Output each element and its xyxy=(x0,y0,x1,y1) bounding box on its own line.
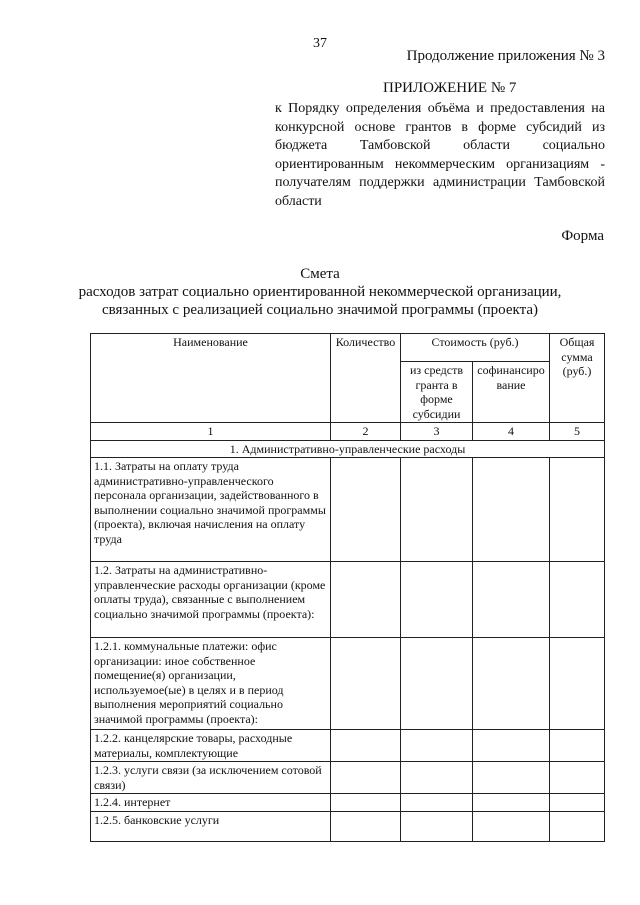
grant-cost-cell[interactable] xyxy=(401,730,473,762)
section-heading: 1. Административно-управленческие расходы xyxy=(91,440,605,458)
estimate-table xyxy=(90,333,605,842)
grant-cost-cell[interactable] xyxy=(401,638,473,730)
grant-cost-cell[interactable] xyxy=(401,458,473,562)
quantity-cell[interactable] xyxy=(331,458,401,562)
quantity-cell[interactable] xyxy=(331,638,401,730)
table-row xyxy=(91,458,605,562)
header-name: Наименование xyxy=(91,334,331,423)
form-label: Форма xyxy=(561,228,604,244)
total-cell[interactable] xyxy=(550,762,605,794)
column-number: 5 xyxy=(550,423,605,441)
estimate-subtitle xyxy=(0,283,640,319)
header-cost-cofinancing: софинансиро вание xyxy=(473,362,550,423)
quantity-cell[interactable] xyxy=(331,562,401,638)
cofinancing-cell[interactable] xyxy=(473,458,550,562)
grant-cost-cell[interactable] xyxy=(401,794,473,812)
appendix-title: ПРИЛОЖЕНИЕ № 7 xyxy=(383,80,517,96)
column-number-row xyxy=(91,423,605,441)
quantity-cell[interactable] xyxy=(331,730,401,762)
column-number: 3 xyxy=(401,423,473,441)
grant-cost-cell[interactable] xyxy=(401,762,473,794)
column-number: 2 xyxy=(331,423,401,441)
continuation-note: Продолжение приложения № 3 xyxy=(406,48,605,64)
total-cell[interactable] xyxy=(550,458,605,562)
row-name: 1.2.2. канцелярские товары, расходные материалы, комплектующие xyxy=(91,730,331,762)
column-number: 4 xyxy=(473,423,550,441)
header-cost: Стоимость (руб.) xyxy=(401,334,550,362)
row-name: 1.2.5. банковские услуги xyxy=(91,812,331,842)
table-row xyxy=(91,638,605,730)
header-quantity: Количество xyxy=(331,334,401,423)
total-cell[interactable] xyxy=(550,812,605,842)
grant-cost-cell[interactable] xyxy=(401,812,473,842)
header-total: Общая сумма (руб.) xyxy=(550,334,605,423)
table-row xyxy=(91,762,605,794)
column-number: 1 xyxy=(91,423,331,441)
cofinancing-cell[interactable] xyxy=(473,730,550,762)
estimate-title: Смета xyxy=(300,266,340,282)
cofinancing-cell[interactable] xyxy=(473,794,550,812)
cofinancing-cell[interactable] xyxy=(473,812,550,842)
quantity-cell[interactable] xyxy=(331,762,401,794)
row-name: 1.2. Затраты на административно-управленческие расходы организации (кроме оплаты труда), связанные с выполнением социально значимой программы (проекта): xyxy=(91,562,331,638)
total-cell[interactable] xyxy=(550,562,605,638)
row-name: 1.2.3. услуги связи (за исключением сотовой связи) xyxy=(91,762,331,794)
table-row xyxy=(91,562,605,638)
cofinancing-cell[interactable] xyxy=(473,562,550,638)
total-cell[interactable] xyxy=(550,638,605,730)
estimate-subtitle-line1: расходов затрат социально ориентированной некоммерческой организации, xyxy=(78,284,562,300)
page-number: 37 xyxy=(313,36,327,51)
estimate-subtitle-line2: связанных с реализацией социально значимой программы (проекта) xyxy=(102,302,538,318)
header-cost-grant: из средств гранта в форме субсидии xyxy=(401,362,473,423)
row-name: 1.2.4. интернет xyxy=(91,794,331,812)
table-row xyxy=(91,794,605,812)
table-row xyxy=(91,812,605,842)
table-row xyxy=(91,730,605,762)
cofinancing-cell[interactable] xyxy=(473,638,550,730)
total-cell[interactable] xyxy=(550,794,605,812)
total-cell[interactable] xyxy=(550,730,605,762)
cofinancing-cell[interactable] xyxy=(473,762,550,794)
row-name: 1.1. Затраты на оплату труда административно-управленческого персонала организации, задействованного в выполнении социально значимой программы (проекта), включая начисления на оплату труда xyxy=(91,458,331,562)
section-row xyxy=(91,440,605,458)
quantity-cell[interactable] xyxy=(331,794,401,812)
quantity-cell[interactable] xyxy=(331,812,401,842)
row-name: 1.2.1. коммунальные платежи: офис организации: иное собственное помещение(я) организации, используемое(ые) в целях и в период выполнения мероприятий социально значимой программы (проекта): xyxy=(91,638,331,730)
appendix-text: к Порядку определения объёма и предоставления на конкурсной основе грантов в форме субсидий из бюджета Тамбовской области социально ориентированным некоммерческим организациям - получателям поддержки администрации Тамбовской области xyxy=(275,101,605,209)
grant-cost-cell[interactable] xyxy=(401,562,473,638)
